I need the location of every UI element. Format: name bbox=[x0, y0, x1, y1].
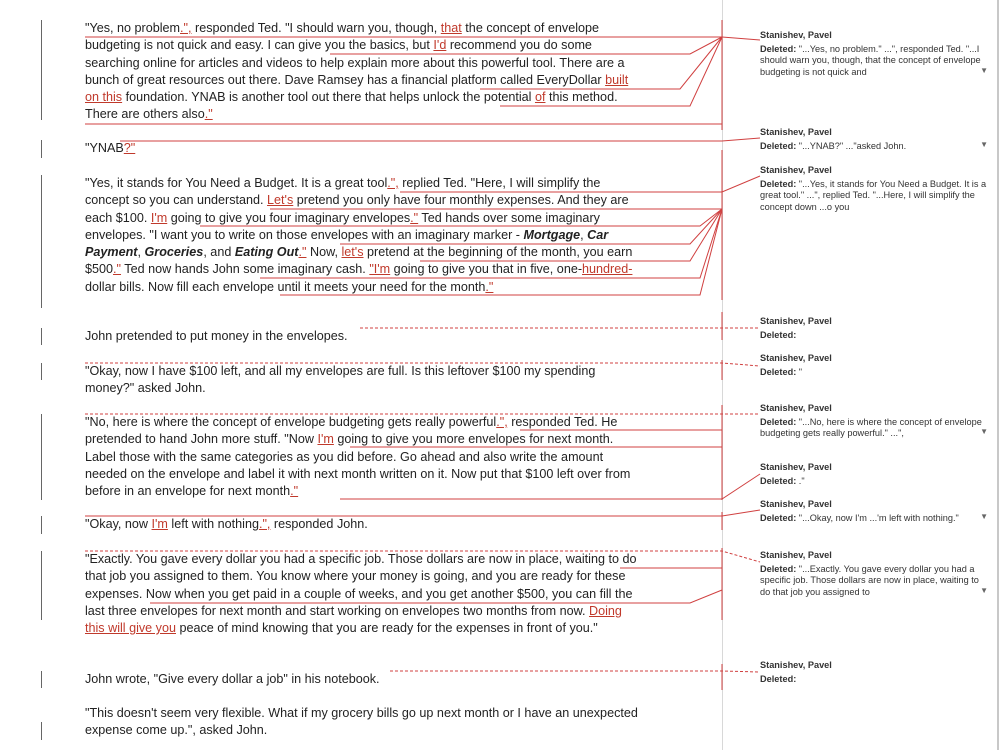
revision-author: Stanishev, Pavel bbox=[760, 462, 832, 472]
text-run: "Okay, now I have $100 left, and all my envelopes are full. Is this leftover $100 my spending money?" asked John. bbox=[85, 364, 596, 396]
deleted-text: "...Exactly. You gave every dollar you had a specific job. Those dollars are now in place, waiting to do that job you assigned to bbox=[760, 563, 979, 597]
deleted-label: Deleted: bbox=[760, 563, 797, 574]
text-run: "No, here is where the concept of envelope budgeting gets really powerful bbox=[85, 415, 497, 429]
change-bar bbox=[41, 414, 42, 500]
paragraph[interactable] bbox=[85, 671, 645, 688]
text-run: pretend at the beginning of the month, you earn $500 bbox=[85, 245, 633, 277]
paragraph[interactable] bbox=[85, 20, 645, 124]
tracked-insertion: hundred- bbox=[582, 262, 633, 277]
deleted-label: Deleted: bbox=[760, 43, 797, 54]
deleted-label: Deleted: bbox=[760, 329, 797, 340]
revision-author: Stanishev, Pavel bbox=[760, 316, 832, 326]
deleted-label: Deleted: bbox=[760, 416, 797, 427]
change-bar bbox=[41, 722, 42, 740]
revision-author: Stanishev, Pavel bbox=[760, 353, 832, 363]
deleted-label: Deleted: bbox=[760, 178, 797, 189]
paragraph[interactable] bbox=[85, 175, 645, 296]
deleted-text: ." bbox=[796, 475, 805, 486]
deleted-text: "...Okay, now I'm ...'m left with nothing." bbox=[796, 512, 959, 523]
revision-author: Stanishev, Pavel bbox=[760, 127, 832, 137]
text-run: the concept of envelope budgeting is not quick and easy. I can give you the basics, but bbox=[85, 21, 600, 53]
text-run: , bbox=[580, 227, 588, 242]
text-run: left with nothing bbox=[167, 517, 259, 531]
text-run: Ted now hands John some imaginary cash. bbox=[121, 262, 370, 277]
revision-author: Stanishev, Pavel bbox=[760, 660, 832, 670]
text-run: responded Ted. He pretended to hand John more stuff. "Now bbox=[85, 415, 618, 447]
text-run: responded Ted. "I should warn you, though, bbox=[191, 21, 441, 35]
tracked-insertion: .", bbox=[180, 21, 192, 35]
bold-italic-text: Eating Out bbox=[234, 245, 299, 260]
revision-balloon[interactable] bbox=[760, 30, 988, 78]
text-run: going to give you that in five, one- bbox=[390, 262, 583, 277]
text-run: John pretended to put money in the envelopes. bbox=[85, 329, 348, 343]
bold-italic-text: Mortgage bbox=[523, 227, 581, 242]
revision-balloon[interactable] bbox=[760, 499, 988, 524]
tracked-insertion: of bbox=[534, 90, 546, 105]
tracked-insertion: ?" bbox=[123, 141, 136, 155]
change-bar bbox=[41, 671, 42, 688]
tracked-insertion: ." bbox=[290, 484, 299, 499]
revision-author: Stanishev, Pavel bbox=[760, 165, 832, 175]
tracked-insertion: ." bbox=[410, 210, 419, 225]
deleted-label: Deleted: bbox=[760, 673, 797, 684]
text-run: this method. There are others also bbox=[85, 90, 618, 122]
expand-balloon-icon[interactable]: ▼ bbox=[980, 511, 988, 521]
tracked-insertion: .", bbox=[387, 176, 399, 190]
tracked-insertion: I'm bbox=[150, 210, 168, 225]
paragraph[interactable] bbox=[85, 414, 645, 500]
revision-body bbox=[760, 367, 988, 379]
revision-body bbox=[760, 44, 988, 79]
revision-balloon[interactable] bbox=[760, 462, 988, 487]
tracked-insertion: ." bbox=[485, 279, 494, 294]
change-bar bbox=[41, 175, 42, 308]
tracked-insertion: Let's bbox=[267, 193, 294, 208]
revision-body bbox=[760, 417, 988, 440]
text-run: peace of mind knowing that you are ready for the expenses in front of you." bbox=[176, 621, 598, 636]
deleted-label: Deleted: bbox=[760, 512, 797, 523]
change-bar bbox=[41, 20, 42, 120]
text-run: , bbox=[137, 245, 145, 260]
paragraph[interactable] bbox=[85, 705, 645, 740]
expand-balloon-icon[interactable]: ▼ bbox=[980, 427, 988, 437]
text-run: "Yes, no problem bbox=[85, 21, 181, 35]
text-run: "YNAB bbox=[85, 141, 124, 155]
deleted-text: "...Yes, it stands for You Need a Budget. It is a great tool." ...", replied Ted. "...Here, I will simplify the concept down ...o you bbox=[760, 178, 987, 212]
text-run: "This doesn't seem very flexible. What if my grocery bills go up next month or I have an unexpected expense come up.", asked John. bbox=[85, 706, 638, 738]
revision-author: Stanishev, Pavel bbox=[760, 499, 832, 509]
expand-balloon-icon[interactable]: ▼ bbox=[980, 65, 988, 75]
tracked-insertion: ." bbox=[298, 245, 307, 260]
revision-balloon[interactable] bbox=[760, 403, 988, 440]
revision-balloon[interactable] bbox=[760, 550, 988, 598]
tracked-insertion: .", bbox=[258, 517, 271, 531]
text-run: dollar bills. Now fill each envelope until it meets your need for the month bbox=[85, 279, 486, 294]
revision-body bbox=[760, 476, 988, 488]
expand-balloon-icon[interactable]: ▼ bbox=[980, 585, 988, 595]
tracked-insertion: that bbox=[440, 21, 462, 35]
revision-balloon[interactable] bbox=[760, 127, 988, 152]
text-run: recommend you do some searching online for articles and videos to help explain more about this powerful tool. There are a bunch of great resources out there. Dave Ramsey has a financial platform called EveryDollar bbox=[85, 38, 625, 87]
revision-body bbox=[760, 179, 988, 214]
revision-balloon[interactable] bbox=[760, 353, 988, 378]
tracked-insertion: let's bbox=[341, 245, 364, 260]
change-bar bbox=[41, 516, 42, 534]
paragraph[interactable] bbox=[85, 328, 645, 345]
expand-balloon-icon[interactable]: ▼ bbox=[980, 139, 988, 149]
paragraph[interactable] bbox=[85, 516, 645, 533]
text-run: going to give you more envelopes for next month. Label those with the same categories as you did before. Go ahead and also write the amount needed on the envelope and label it with next month written on it. Now put that $100 left over from before in an envelope for next month bbox=[85, 432, 631, 499]
deleted-text: " bbox=[796, 366, 803, 377]
tracked-insertion: ." bbox=[204, 107, 213, 122]
text-run: going to give you four imaginary envelopes bbox=[167, 210, 411, 225]
change-bar bbox=[41, 140, 42, 158]
bold-italic-text: Groceries bbox=[144, 245, 204, 260]
text-run: "Okay, now bbox=[85, 517, 152, 531]
text-run: "Exactly. You gave every dollar you had a specific job. Those dollars are now in place, waiting to do that job you assigned to them. You know where your money is going, and you are ready for these expenses. Now when you get paid in a couple of weeks, and you get another $500, you can fill the last three envelopes for next month and start working on envelopes two months from now. bbox=[85, 552, 637, 618]
revision-body bbox=[760, 330, 988, 342]
change-bar bbox=[41, 363, 42, 380]
paragraph[interactable] bbox=[85, 140, 645, 157]
tracked-insertion: built on this bbox=[85, 72, 629, 105]
tracked-insertion: I'm bbox=[317, 432, 334, 447]
revision-balloon[interactable] bbox=[760, 660, 988, 685]
revision-body bbox=[760, 513, 988, 525]
bold-italic-text: Car Payment bbox=[85, 227, 609, 260]
text-run: John wrote, "Give every dollar a job" in his notebook. bbox=[85, 672, 380, 686]
tracked-insertion: I'm bbox=[151, 517, 168, 531]
text-run: pretend you only have four monthly expenses. And they are each $100. bbox=[85, 193, 629, 225]
revision-body bbox=[760, 564, 988, 599]
revision-author: Stanishev, Pavel bbox=[760, 550, 832, 560]
revision-author: Stanishev, Pavel bbox=[760, 403, 832, 413]
deleted-text: "...Yes, no problem." ...", responded Ted. "...I should warn you, though, that the concept of envelope budgeting is not quick and bbox=[760, 43, 981, 77]
text-run: replied Ted. "Here, I will simplify the concept so you can understand. bbox=[85, 176, 601, 208]
paragraph[interactable] bbox=[85, 551, 645, 637]
deleted-text: "...YNAB?" ..."asked John. bbox=[796, 140, 907, 151]
deleted-text: "...No, here is where the concept of envelope budgeting gets really powerful." ...", bbox=[760, 416, 982, 439]
tracked-insertion: "I'm bbox=[369, 262, 391, 277]
revision-body bbox=[760, 141, 988, 153]
deleted-label: Deleted: bbox=[760, 366, 797, 377]
text-run: Ted hands over some imaginary envelopes. "I want you to write on those envelopes with an imaginary marker - bbox=[85, 210, 600, 242]
revision-balloon[interactable] bbox=[760, 165, 988, 213]
change-bar bbox=[41, 328, 42, 345]
revision-body bbox=[760, 674, 988, 686]
tracked-insertion: I'd bbox=[433, 38, 447, 53]
text-run: foundation. YNAB is another tool out there that helps unlock the potential bbox=[122, 90, 535, 105]
deleted-label: Deleted: bbox=[760, 140, 797, 151]
text-run: "Yes, it stands for You Need a Budget. It is a great tool bbox=[85, 176, 388, 190]
revision-author: Stanishev, Pavel bbox=[760, 30, 832, 40]
tracked-insertion: .", bbox=[496, 415, 508, 429]
text-run: responded John. bbox=[270, 517, 368, 531]
tracked-insertion: ." bbox=[113, 262, 122, 277]
text-run: Now, bbox=[306, 245, 342, 260]
tracked-insertion: Doing this will give you bbox=[85, 603, 622, 636]
deleted-label: Deleted: bbox=[760, 475, 797, 486]
change-bar bbox=[41, 551, 42, 620]
revision-balloon[interactable] bbox=[760, 316, 988, 341]
text-run: , and bbox=[203, 245, 235, 260]
paragraph[interactable] bbox=[85, 363, 645, 398]
